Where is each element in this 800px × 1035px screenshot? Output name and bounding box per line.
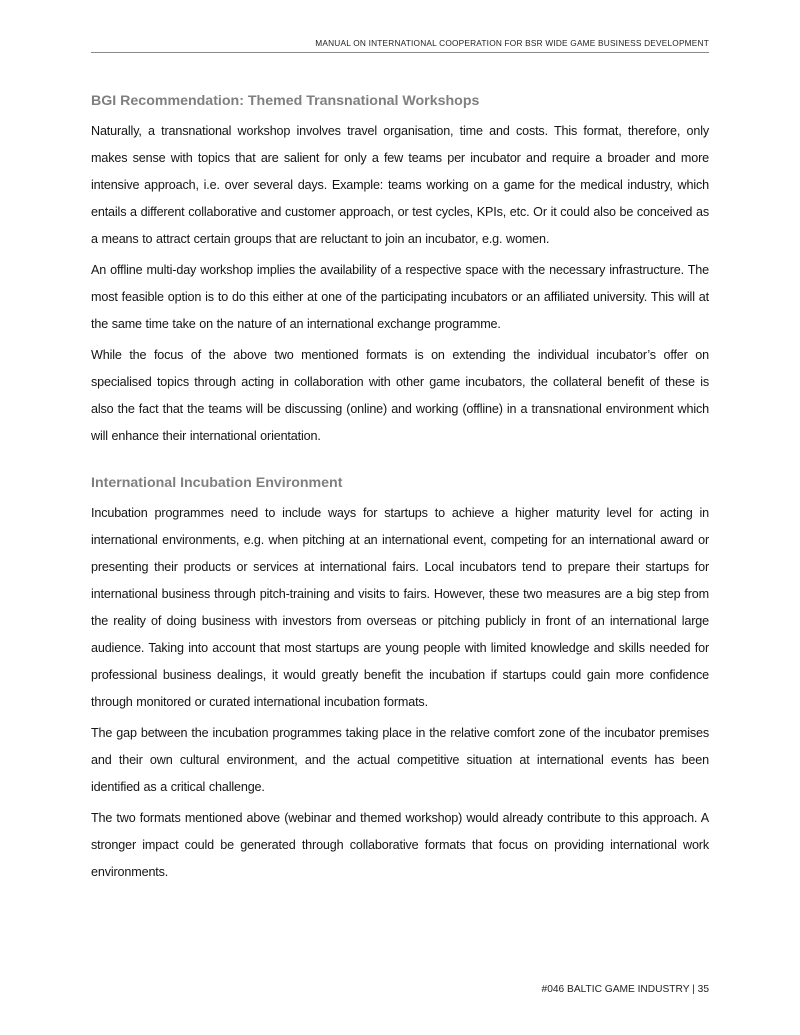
footer-publication: #046 BALTIC GAME INDUSTRY: [541, 984, 690, 995]
footer-separator: |: [692, 984, 695, 995]
section-heading-incubation-environment: International Incubation Environment: [91, 475, 343, 491]
paragraph: The gap between the incubation programmes taking place in the relative comfort zone of the incubator premises and their own cultural environment, and the actual competitive situation at international events has been identified as a critical challenge.: [91, 726, 709, 794]
running-footer: [542, 984, 709, 995]
paragraph: While the focus of the above two mentioned formats is on extending the individual incubator’s offer on specialised topics through acting in collaboration with other game incubators, the collateral benefit of these is also the fact that the teams will be discussing (online) and working (offline) in a transnational environment which will enhance their international orientation.: [91, 348, 709, 443]
paragraph: Incubation programmes need to include ways for startups to achieve a higher maturity level for acting in international environments, e.g. when pitching at an international event, competing for an international award or presenting their products or services at international fairs. Local incubators tend to prepare their startups for international business through pitch-training and visits to fairs. However, these two measures are a big step from the reality of doing business with investors from overseas or pitching publicly in front of an international large audience. Taking into account that most startups are young people with limited knowledge and skills needed for professional business dealings, it would greatly benefit the incubation if startups could gain more confidence through monitored or curated international incubation formats.: [91, 506, 709, 709]
header-divider: [91, 52, 709, 53]
running-header: MANUAL ON INTERNATIONAL COOPERATION FOR BSR WIDE GAME BUSINESS DEVELOPMENT: [315, 38, 709, 48]
page-content: [91, 88, 709, 886]
section-heading-themed-workshops: BGI Recommendation: Themed Transnational Workshops: [91, 93, 480, 109]
paragraph: Naturally, a transnational workshop involves travel organisation, time and costs. This format, therefore, only makes sense with topics that are salient for only a few teams per incubator and require a broader and more intensive approach, i.e. over several days. Example: teams working on a game for the medical industry, which entails a different collaborative and customer approach, or test cycles, KPIs, etc. Or it could also be conceived as a means to attract certain groups that are reluctant to join an incubator, e.g. women.: [91, 124, 709, 246]
page-number: 35: [697, 984, 709, 995]
paragraph: An offline multi-day workshop implies the availability of a respective space with the necessary infrastructure. The most feasible option is to do this either at one of the participating incubators or an affiliated university. This will at the same time take on the nature of an international exchange programme.: [91, 263, 709, 331]
paragraph: The two formats mentioned above (webinar and themed workshop) would already contribute to this approach. A stronger impact could be generated through collaborative formats that focus on providing international work environments.: [91, 811, 709, 879]
